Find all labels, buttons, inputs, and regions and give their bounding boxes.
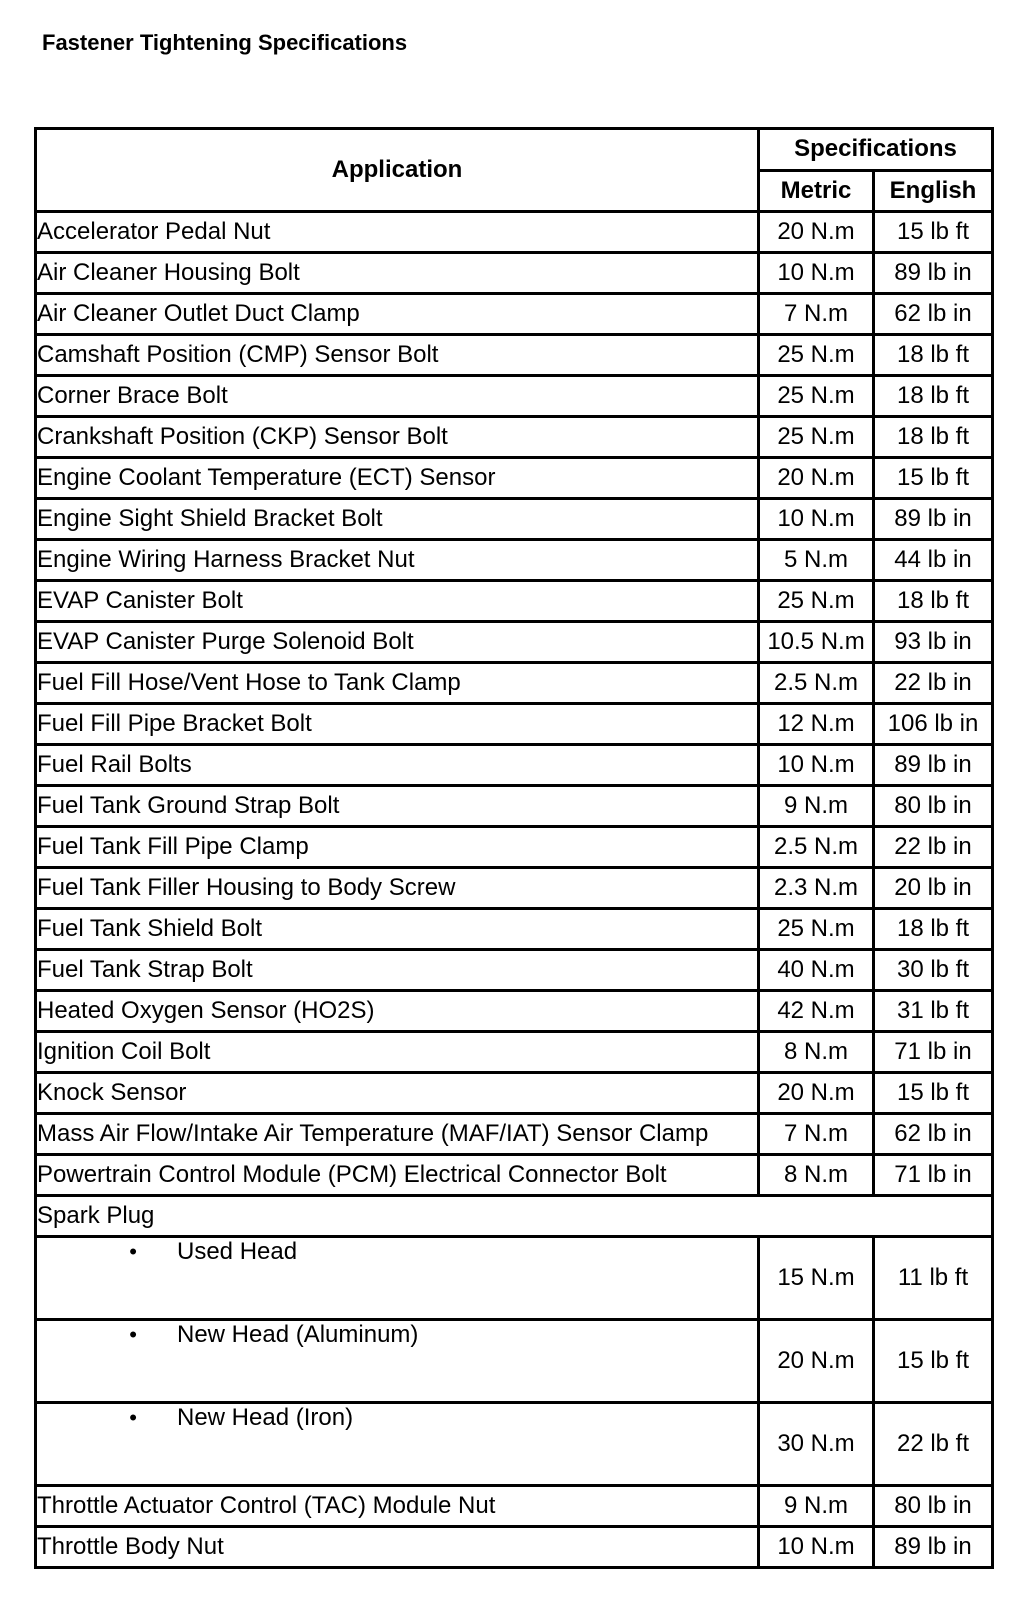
english-cell: 89 lb in bbox=[874, 253, 993, 294]
english-cell: 22 lb ft bbox=[874, 1403, 993, 1486]
metric-cell: 8 N.m bbox=[759, 1032, 874, 1073]
metric-cell: 20 N.m bbox=[759, 1320, 874, 1403]
metric-cell: 40 N.m bbox=[759, 950, 874, 991]
table-row bbox=[36, 1032, 993, 1073]
english-cell: 18 lb ft bbox=[874, 417, 993, 458]
metric-cell: 10 N.m bbox=[759, 499, 874, 540]
metric-cell: 10.5 N.m bbox=[759, 622, 874, 663]
application-cell: Air Cleaner Outlet Duct Clamp bbox=[36, 294, 759, 335]
metric-cell: 5 N.m bbox=[759, 540, 874, 581]
application-cell: Heated Oxygen Sensor (HO2S) bbox=[36, 991, 759, 1032]
english-cell: 18 lb ft bbox=[874, 581, 993, 622]
table-row bbox=[36, 581, 993, 622]
metric-cell: 25 N.m bbox=[759, 909, 874, 950]
header-specifications: Specifications bbox=[759, 129, 993, 171]
metric-cell: 15 N.m bbox=[759, 1237, 874, 1320]
application-cell: Fuel Tank Strap Bolt bbox=[36, 950, 759, 991]
table-row bbox=[36, 950, 993, 991]
application-cell: Fuel Tank Shield Bolt bbox=[36, 909, 759, 950]
table-row bbox=[36, 663, 993, 704]
metric-cell: 25 N.m bbox=[759, 417, 874, 458]
application-cell: Fuel Tank Filler Housing to Body Screw bbox=[36, 868, 759, 909]
application-cell: Powertrain Control Module (PCM) Electrical Connector Bolt bbox=[36, 1155, 759, 1196]
table-row bbox=[36, 212, 993, 253]
english-cell: 71 lb in bbox=[874, 1032, 993, 1073]
spark-plug-item-cell bbox=[36, 1403, 759, 1486]
spark-plug-item-label: Used Head bbox=[177, 1238, 298, 1265]
application-cell: Ignition Coil Bolt bbox=[36, 1032, 759, 1073]
table-row bbox=[36, 991, 993, 1032]
table-row bbox=[36, 1486, 993, 1527]
english-cell: 18 lb ft bbox=[874, 376, 993, 417]
spec-table bbox=[34, 127, 994, 1569]
table-row bbox=[36, 540, 993, 581]
english-cell: 89 lb in bbox=[874, 499, 993, 540]
english-cell: 15 lb ft bbox=[874, 1320, 993, 1403]
application-cell: EVAP Canister Bolt bbox=[36, 581, 759, 622]
english-cell: 71 lb in bbox=[874, 1155, 993, 1196]
table-row bbox=[36, 294, 993, 335]
metric-cell: 25 N.m bbox=[759, 581, 874, 622]
spark-plug-item-label: New Head (Iron) bbox=[177, 1404, 354, 1431]
english-cell: 62 lb in bbox=[874, 1114, 993, 1155]
english-cell: 15 lb ft bbox=[874, 1073, 993, 1114]
english-cell: 22 lb in bbox=[874, 663, 993, 704]
table-row bbox=[36, 253, 993, 294]
english-cell: 18 lb ft bbox=[874, 335, 993, 376]
metric-cell: 10 N.m bbox=[759, 1527, 874, 1568]
application-cell: Accelerator Pedal Nut bbox=[36, 212, 759, 253]
english-cell: 22 lb in bbox=[874, 827, 993, 868]
application-cell: EVAP Canister Purge Solenoid Bolt bbox=[36, 622, 759, 663]
metric-cell: 12 N.m bbox=[759, 704, 874, 745]
application-cell: Engine Wiring Harness Bracket Nut bbox=[36, 540, 759, 581]
metric-cell: 2.5 N.m bbox=[759, 827, 874, 868]
spark-plug-item-label: New Head (Aluminum) bbox=[177, 1321, 419, 1348]
application-cell: Throttle Body Nut bbox=[36, 1527, 759, 1568]
metric-cell: 25 N.m bbox=[759, 376, 874, 417]
bullet-icon: • bbox=[129, 1405, 137, 1430]
table-row bbox=[36, 1527, 993, 1568]
table-row bbox=[36, 335, 993, 376]
table-row bbox=[36, 376, 993, 417]
application-cell: Knock Sensor bbox=[36, 1073, 759, 1114]
application-cell: Engine Coolant Temperature (ECT) Sensor bbox=[36, 458, 759, 499]
english-cell: 15 lb ft bbox=[874, 212, 993, 253]
application-cell: Fuel Rail Bolts bbox=[36, 745, 759, 786]
bullet-icon: • bbox=[129, 1322, 137, 1347]
application-cell: Corner Brace Bolt bbox=[36, 376, 759, 417]
table-row bbox=[36, 868, 993, 909]
table-row bbox=[36, 1114, 993, 1155]
table-body bbox=[36, 212, 993, 1568]
english-cell: 15 lb ft bbox=[874, 458, 993, 499]
metric-cell: 20 N.m bbox=[759, 1073, 874, 1114]
metric-cell: 10 N.m bbox=[759, 253, 874, 294]
metric-cell: 20 N.m bbox=[759, 458, 874, 499]
metric-cell: 10 N.m bbox=[759, 745, 874, 786]
metric-cell: 42 N.m bbox=[759, 991, 874, 1032]
english-cell: 11 lb ft bbox=[874, 1237, 993, 1320]
table-row bbox=[36, 786, 993, 827]
english-cell: 106 lb in bbox=[874, 704, 993, 745]
application-cell: Air Cleaner Housing Bolt bbox=[36, 253, 759, 294]
bullet-icon: • bbox=[129, 1239, 137, 1264]
table-row bbox=[36, 704, 993, 745]
spark-plug-label: Spark Plug bbox=[36, 1196, 993, 1237]
english-cell: 44 lb in bbox=[874, 540, 993, 581]
application-cell: Fuel Tank Fill Pipe Clamp bbox=[36, 827, 759, 868]
spark-plug-item-cell bbox=[36, 1320, 759, 1403]
table-row bbox=[36, 417, 993, 458]
spark-plug-item-row bbox=[36, 1237, 993, 1320]
metric-cell: 2.5 N.m bbox=[759, 663, 874, 704]
table-row bbox=[36, 1155, 993, 1196]
document-title: Fastener Tightening Specifications bbox=[42, 30, 408, 55]
header-english: English bbox=[874, 170, 993, 212]
application-cell: Throttle Actuator Control (TAC) Module Nut bbox=[36, 1486, 759, 1527]
spark-plug-item-cell bbox=[36, 1237, 759, 1320]
application-cell: Fuel Fill Hose/Vent Hose to Tank Clamp bbox=[36, 663, 759, 704]
application-cell: Fuel Fill Pipe Bracket Bolt bbox=[36, 704, 759, 745]
spark-plug-group-row bbox=[36, 1196, 993, 1237]
table-row bbox=[36, 499, 993, 540]
spark-plug-item-row bbox=[36, 1320, 993, 1403]
metric-cell: 30 N.m bbox=[759, 1403, 874, 1486]
table-row bbox=[36, 909, 993, 950]
table-row bbox=[36, 458, 993, 499]
english-cell: 62 lb in bbox=[874, 294, 993, 335]
metric-cell: 7 N.m bbox=[759, 1114, 874, 1155]
application-cell: Camshaft Position (CMP) Sensor Bolt bbox=[36, 335, 759, 376]
metric-cell: 25 N.m bbox=[759, 335, 874, 376]
spark-plug-item-row bbox=[36, 1403, 993, 1486]
table-row bbox=[36, 1073, 993, 1114]
english-cell: 18 lb ft bbox=[874, 909, 993, 950]
table-row bbox=[36, 622, 993, 663]
english-cell: 30 lb ft bbox=[874, 950, 993, 991]
application-cell: Mass Air Flow/Intake Air Temperature (MAF/IAT) Sensor Clamp bbox=[36, 1114, 759, 1155]
english-cell: 89 lb in bbox=[874, 1527, 993, 1568]
header-application: Application bbox=[36, 129, 759, 212]
metric-cell: 8 N.m bbox=[759, 1155, 874, 1196]
english-cell: 80 lb in bbox=[874, 786, 993, 827]
english-cell: 20 lb in bbox=[874, 868, 993, 909]
metric-cell: 7 N.m bbox=[759, 294, 874, 335]
english-cell: 80 lb in bbox=[874, 1486, 993, 1527]
metric-cell: 9 N.m bbox=[759, 786, 874, 827]
application-cell: Crankshaft Position (CKP) Sensor Bolt bbox=[36, 417, 759, 458]
table-row bbox=[36, 745, 993, 786]
table-row bbox=[36, 827, 993, 868]
english-cell: 93 lb in bbox=[874, 622, 993, 663]
metric-cell: 9 N.m bbox=[759, 1486, 874, 1527]
application-cell: Engine Sight Shield Bracket Bolt bbox=[36, 499, 759, 540]
header-metric: Metric bbox=[759, 170, 874, 212]
application-cell: Fuel Tank Ground Strap Bolt bbox=[36, 786, 759, 827]
english-cell: 31 lb ft bbox=[874, 991, 993, 1032]
english-cell: 89 lb in bbox=[874, 745, 993, 786]
metric-cell: 20 N.m bbox=[759, 212, 874, 253]
metric-cell: 2.3 N.m bbox=[759, 868, 874, 909]
